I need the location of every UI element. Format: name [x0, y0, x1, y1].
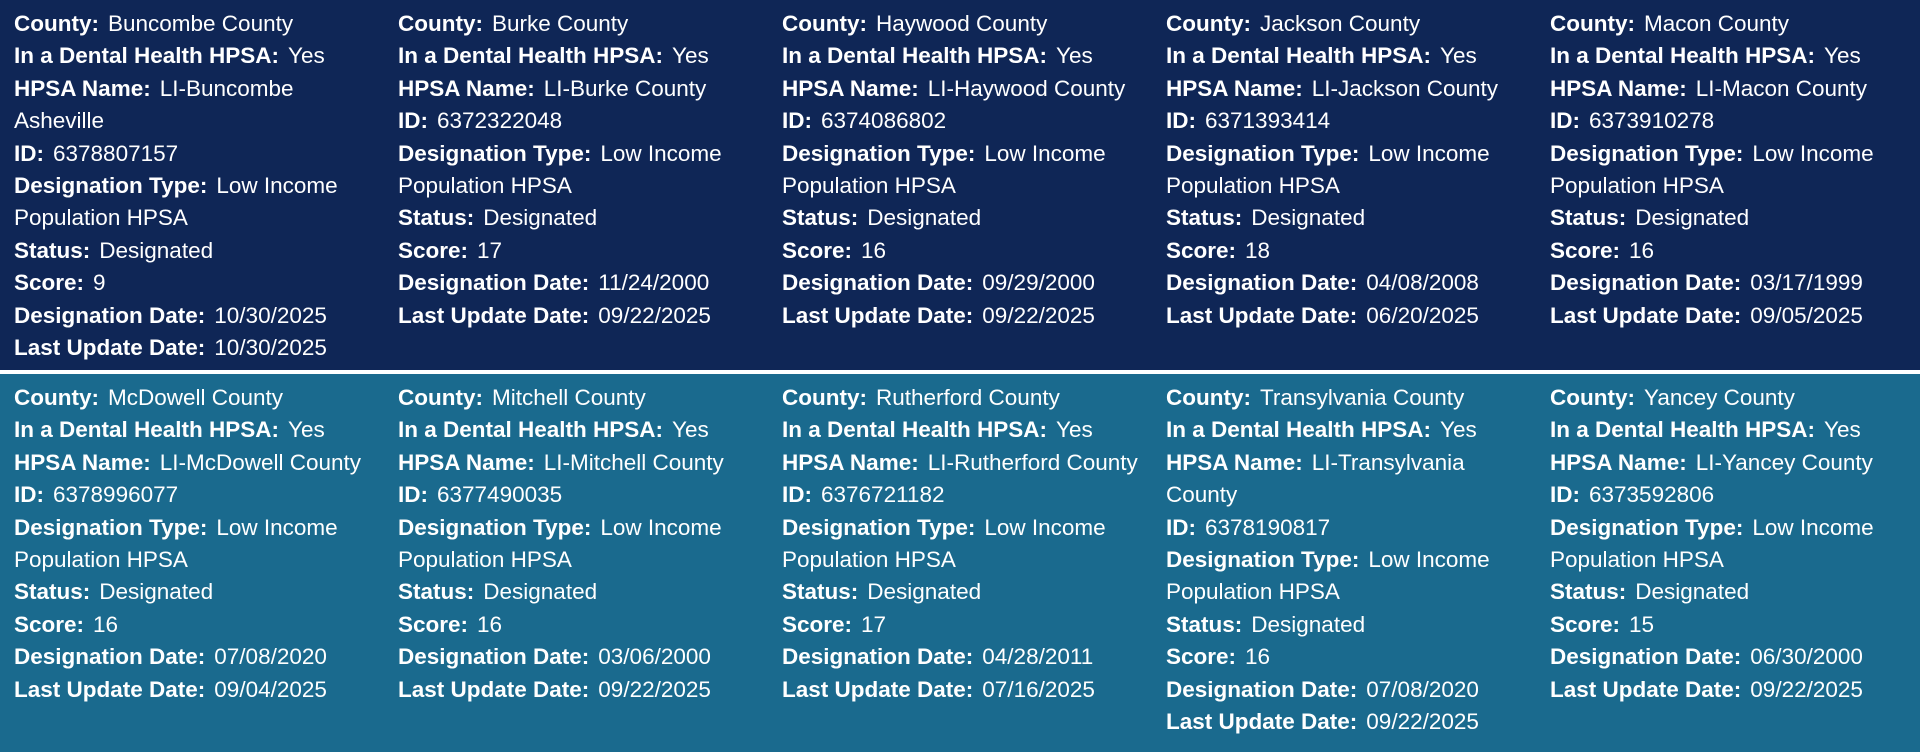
status-row	[398, 202, 758, 234]
dental-hpsa-row	[14, 40, 374, 72]
designation-date-row	[1550, 267, 1910, 299]
status-label: Status:	[1550, 579, 1627, 605]
county-card	[384, 0, 768, 370]
designation-type-label: Designation Type:	[1166, 547, 1360, 573]
dental-hpsa-value: Yes	[1824, 43, 1861, 69]
designation-date-value: 04/28/2011	[982, 644, 1094, 670]
designation-type-label: Designation Type:	[398, 140, 592, 166]
dental-hpsa-value: Yes	[1056, 43, 1093, 69]
status-row	[398, 576, 758, 608]
county-card	[1152, 374, 1536, 752]
hpsa-id-row	[398, 479, 758, 511]
last-update-date-label: Last Update Date:	[398, 302, 590, 328]
last-update-date-value: 09/04/2025	[214, 676, 327, 702]
designation-date-label: Designation Date:	[1166, 676, 1358, 702]
dental-hpsa-label: In a Dental Health HPSA:	[398, 43, 664, 69]
status-value: Designated	[867, 579, 982, 605]
status-row	[1550, 576, 1910, 608]
dental-hpsa-value: Yes	[288, 43, 325, 69]
designation-date-value: 09/29/2000	[982, 270, 1095, 296]
hpsa-name-label: HPSA Name:	[14, 449, 151, 475]
designation-date-value: 04/08/2008	[1366, 270, 1479, 296]
designation-type-value: Low Income Population HPSA	[398, 514, 722, 573]
designation-type-label: Designation Type:	[782, 514, 976, 540]
status-row	[1550, 202, 1910, 234]
hpsa-name-row	[398, 447, 758, 479]
status-value: Designated	[1635, 579, 1750, 605]
county-value: Mitchell County	[491, 385, 646, 410]
county-value: Haywood County	[875, 11, 1048, 36]
status-value: Designated	[1251, 205, 1366, 231]
county-row	[1166, 382, 1526, 414]
hpsa-name-row	[14, 73, 374, 138]
hpsa-name-row	[14, 447, 374, 479]
status-row	[14, 235, 374, 267]
hpsa-id-value: 6378996077	[53, 482, 179, 508]
status-value: Designated	[1251, 611, 1366, 637]
hpsa-id-row	[398, 105, 758, 137]
hpsa-id-value: 6378807157	[53, 140, 179, 166]
county-value: Burke County	[491, 11, 629, 36]
last-update-date-value: 10/30/2025	[214, 335, 327, 361]
score-value: 18	[1245, 237, 1271, 263]
hpsa-name-label: HPSA Name:	[1166, 449, 1303, 475]
score-label: Score:	[782, 237, 853, 263]
dental-hpsa-row	[782, 40, 1142, 72]
status-label: Status:	[1550, 205, 1627, 231]
designation-type-label: Designation Type:	[782, 140, 976, 166]
status-value: Designated	[99, 237, 214, 263]
status-label: Status:	[782, 205, 859, 231]
county-row	[398, 8, 758, 40]
designation-date-label: Designation Date:	[14, 644, 206, 670]
status-label: Status:	[1166, 205, 1243, 231]
designation-date-value: 03/06/2000	[598, 644, 711, 670]
hpsa-id-row	[782, 105, 1142, 137]
designation-date-row	[1550, 641, 1910, 673]
score-label: Score:	[1166, 644, 1237, 670]
dental-hpsa-value: Yes	[1440, 417, 1477, 443]
hpsa-name-value: LI-Haywood County	[927, 75, 1126, 101]
designation-date-label: Designation Date:	[1166, 270, 1358, 296]
hpsa-name-value: LI-Mitchell County	[543, 449, 724, 475]
hpsa-name-row	[1550, 73, 1910, 105]
designation-date-row	[782, 641, 1142, 673]
designation-type-row	[398, 138, 758, 203]
hpsa-name-value: LI-McDowell County	[159, 449, 362, 475]
designation-date-label: Designation Date:	[398, 644, 590, 670]
county-card	[1152, 0, 1536, 370]
county-card	[768, 374, 1152, 752]
county-label: County:	[782, 385, 867, 410]
status-value: Designated	[867, 205, 982, 231]
designation-date-label: Designation Date:	[14, 302, 206, 328]
status-row	[782, 202, 1142, 234]
dental-hpsa-label: In a Dental Health HPSA:	[782, 43, 1048, 69]
county-row	[782, 8, 1142, 40]
last-update-date-value: 09/22/2025	[982, 302, 1095, 328]
county-row	[1550, 8, 1910, 40]
score-label: Score:	[1550, 237, 1621, 263]
hpsa-id-value: 6371393414	[1205, 108, 1331, 134]
status-row	[782, 576, 1142, 608]
score-value: 16	[93, 611, 119, 637]
designation-type-row	[14, 512, 374, 577]
score-label: Score:	[398, 611, 469, 637]
score-row	[14, 267, 374, 299]
designation-date-row	[14, 300, 374, 332]
designation-date-value: 07/08/2020	[214, 644, 327, 670]
county-label: County:	[1550, 385, 1635, 410]
county-row	[398, 382, 758, 414]
dental-hpsa-row	[14, 414, 374, 446]
hpsa-id-row	[1550, 105, 1910, 137]
designation-type-value: Low Income Population HPSA	[1550, 140, 1874, 199]
score-label: Score:	[1550, 611, 1621, 637]
hpsa-id-row	[1166, 105, 1526, 137]
last-update-date-label: Last Update Date:	[14, 676, 206, 702]
last-update-date-label: Last Update Date:	[1550, 676, 1742, 702]
county-row	[1550, 382, 1910, 414]
hpsa-name-row	[782, 447, 1142, 479]
county-label: County:	[1550, 11, 1635, 36]
dental-hpsa-value: Yes	[288, 417, 325, 443]
county-label: County:	[14, 385, 99, 410]
dental-hpsa-label: In a Dental Health HPSA:	[1166, 43, 1432, 69]
hpsa-name-label: HPSA Name:	[1166, 75, 1303, 101]
county-label: County:	[1166, 11, 1251, 36]
score-value: 16	[477, 611, 503, 637]
last-update-date-label: Last Update Date:	[782, 676, 974, 702]
hpsa-name-row	[1166, 73, 1526, 105]
county-card	[1536, 0, 1920, 370]
last-update-date-row	[1166, 706, 1526, 738]
score-row	[1550, 235, 1910, 267]
last-update-date-label: Last Update Date:	[1166, 302, 1358, 328]
hpsa-id-row	[1166, 512, 1526, 544]
score-row	[398, 609, 758, 641]
status-label: Status:	[1166, 611, 1243, 637]
score-row	[14, 609, 374, 641]
designation-type-value: Low Income Population HPSA	[14, 514, 338, 573]
designation-type-row	[1166, 544, 1526, 609]
hpsa-id-value: 6377490035	[437, 482, 563, 508]
hpsa-id-label: ID:	[1166, 514, 1196, 540]
designation-type-label: Designation Type:	[1166, 140, 1360, 166]
hpsa-name-value: LI-Rutherford County	[927, 449, 1138, 475]
hpsa-id-row	[782, 479, 1142, 511]
dental-hpsa-row	[398, 414, 758, 446]
county-row	[782, 382, 1142, 414]
hpsa-id-value: 6374086802	[821, 108, 947, 134]
score-value: 15	[1629, 611, 1655, 637]
status-label: Status:	[782, 579, 859, 605]
designation-type-value: Low Income Population HPSA	[14, 173, 338, 231]
last-update-date-label: Last Update Date:	[1550, 302, 1742, 328]
status-row	[14, 576, 374, 608]
hpsa-id-label: ID:	[782, 108, 812, 134]
score-value: 16	[861, 237, 887, 263]
score-row	[1166, 235, 1526, 267]
dental-hpsa-value: Yes	[1440, 43, 1477, 69]
county-value: Macon County	[1643, 11, 1790, 36]
status-value: Designated	[483, 205, 598, 231]
hpsa-id-label: ID:	[1550, 482, 1580, 508]
designation-type-row	[1550, 138, 1910, 203]
dental-hpsa-label: In a Dental Health HPSA:	[398, 417, 664, 443]
hpsa-name-label: HPSA Name:	[398, 449, 535, 475]
status-value: Designated	[1635, 205, 1750, 231]
status-label: Status:	[398, 205, 475, 231]
designation-date-label: Designation Date:	[1550, 270, 1742, 296]
designation-type-value: Low Income Population HPSA	[782, 514, 1106, 573]
hpsa-name-label: HPSA Name:	[398, 75, 535, 101]
top-row	[0, 0, 1920, 370]
score-value: 16	[1245, 644, 1271, 670]
status-label: Status:	[14, 237, 91, 263]
designation-type-value: Low Income Population HPSA	[1550, 514, 1874, 573]
hpsa-name-label: HPSA Name:	[14, 75, 151, 101]
designation-date-value: 06/30/2000	[1750, 644, 1863, 670]
hpsa-name-value: LI-Burke County	[543, 75, 707, 101]
last-update-date-value: 09/05/2025	[1750, 302, 1863, 328]
county-label: County:	[14, 11, 99, 36]
hpsa-id-row	[14, 479, 374, 511]
designation-date-value: 10/30/2025	[214, 302, 327, 328]
status-value: Designated	[483, 579, 598, 605]
dental-hpsa-row	[1550, 414, 1910, 446]
dental-hpsa-label: In a Dental Health HPSA:	[782, 417, 1048, 443]
hpsa-name-row	[398, 73, 758, 105]
last-update-date-row	[1166, 300, 1526, 332]
dental-hpsa-value: Yes	[1056, 417, 1093, 443]
dental-hpsa-value: Yes	[672, 43, 709, 69]
dental-hpsa-label: In a Dental Health HPSA:	[14, 417, 280, 443]
designation-type-row	[1166, 138, 1526, 203]
last-update-date-value: 09/22/2025	[1750, 676, 1863, 702]
last-update-date-row	[782, 300, 1142, 332]
designation-date-row	[14, 641, 374, 673]
last-update-date-row	[1550, 300, 1910, 332]
score-row	[1550, 609, 1910, 641]
county-value: Buncombe County	[107, 11, 294, 36]
county-card	[0, 374, 384, 752]
dental-hpsa-label: In a Dental Health HPSA:	[1550, 417, 1816, 443]
score-value: 17	[861, 611, 887, 637]
designation-date-label: Designation Date:	[398, 270, 590, 296]
hpsa-name-label: HPSA Name:	[1550, 449, 1687, 475]
designation-date-row	[1166, 674, 1526, 706]
hpsa-id-row	[14, 138, 374, 170]
designation-type-value: Low Income Population HPSA	[782, 140, 1106, 199]
designation-type-label: Designation Type:	[398, 514, 592, 540]
county-card	[0, 0, 384, 370]
designation-type-label: Designation Type:	[14, 173, 208, 199]
score-row	[782, 609, 1142, 641]
last-update-date-value: 09/22/2025	[1366, 709, 1479, 735]
last-update-date-row	[398, 674, 758, 706]
dental-hpsa-row	[1166, 414, 1526, 446]
designation-type-value: Low Income Population HPSA	[1166, 547, 1490, 605]
county-label: County:	[1166, 385, 1251, 410]
designation-type-value: Low Income Population HPSA	[1166, 140, 1490, 199]
dental-hpsa-row	[1550, 40, 1910, 72]
designation-type-value: Low Income Population HPSA	[398, 140, 722, 199]
designation-date-value: 07/08/2020	[1366, 676, 1479, 702]
hpsa-name-value: LI-Buncombe Asheville	[14, 75, 294, 134]
county-card	[384, 374, 768, 752]
county-label: County:	[398, 11, 483, 36]
county-label: County:	[782, 11, 867, 36]
hpsa-name-value: LI-Macon County	[1695, 75, 1868, 101]
dental-hpsa-label: In a Dental Health HPSA:	[14, 43, 280, 69]
hpsa-name-label: HPSA Name:	[782, 75, 919, 101]
designation-date-row	[1166, 267, 1526, 299]
hpsa-id-value: 6376721182	[821, 482, 945, 508]
score-label: Score:	[398, 237, 469, 263]
dental-hpsa-label: In a Dental Health HPSA:	[1550, 43, 1816, 69]
designation-date-row	[398, 267, 758, 299]
hpsa-name-value: LI-Transylvania County	[1166, 449, 1465, 508]
status-row	[1166, 609, 1526, 641]
hpsa-id-value: 6373592806	[1589, 482, 1715, 508]
last-update-date-label: Last Update Date:	[398, 676, 590, 702]
designation-type-label: Designation Type:	[1550, 140, 1744, 166]
score-label: Score:	[782, 611, 853, 637]
hpsa-id-value: 6378190817	[1205, 514, 1331, 540]
score-row	[398, 235, 758, 267]
designation-date-row	[398, 641, 758, 673]
county-card	[1536, 374, 1920, 752]
county-row	[14, 8, 374, 40]
dental-hpsa-label: In a Dental Health HPSA:	[1166, 417, 1432, 443]
dental-hpsa-row	[398, 40, 758, 72]
hpsa-name-value: LI-Jackson County	[1311, 75, 1499, 101]
county-row	[14, 382, 374, 414]
designation-date-value: 03/17/1999	[1750, 270, 1863, 296]
score-label: Score:	[1166, 237, 1237, 263]
last-update-date-row	[1550, 674, 1910, 706]
last-update-date-row	[14, 674, 374, 706]
dental-hpsa-value: Yes	[672, 417, 709, 443]
hpsa-name-label: HPSA Name:	[1550, 75, 1687, 101]
score-label: Score:	[14, 270, 85, 296]
last-update-date-row	[782, 674, 1142, 706]
status-value: Designated	[99, 579, 214, 605]
designation-type-row	[782, 512, 1142, 577]
hpsa-id-label: ID:	[1550, 108, 1580, 134]
score-value: 9	[93, 270, 106, 296]
hpsa-name-row	[1166, 447, 1526, 512]
status-label: Status:	[398, 579, 475, 605]
score-row	[782, 235, 1142, 267]
last-update-date-label: Last Update Date:	[1166, 709, 1358, 735]
county-value: Yancey County	[1643, 385, 1795, 410]
county-label: County:	[398, 385, 483, 410]
designation-date-label: Designation Date:	[1550, 644, 1742, 670]
score-row	[1166, 641, 1526, 673]
designation-date-label: Designation Date:	[782, 270, 974, 296]
last-update-date-value: 06/20/2025	[1366, 302, 1479, 328]
last-update-date-row	[14, 332, 374, 364]
score-label: Score:	[14, 611, 85, 637]
hpsa-id-label: ID:	[1166, 108, 1196, 134]
designation-type-label: Designation Type:	[14, 514, 208, 540]
hpsa-id-row	[1550, 479, 1910, 511]
designation-type-row	[398, 512, 758, 577]
last-update-date-label: Last Update Date:	[14, 335, 206, 361]
designation-type-row	[14, 170, 374, 235]
hpsa-name-row	[1550, 447, 1910, 479]
designation-date-label: Designation Date:	[782, 644, 974, 670]
hpsa-name-row	[782, 73, 1142, 105]
hpsa-id-label: ID:	[398, 108, 428, 134]
hpsa-id-label: ID:	[14, 140, 44, 166]
hpsa-id-label: ID:	[398, 482, 428, 508]
designation-type-row	[1550, 512, 1910, 577]
county-value: McDowell County	[107, 385, 284, 410]
hpsa-name-label: HPSA Name:	[782, 449, 919, 475]
designation-date-row	[782, 267, 1142, 299]
dental-hpsa-value: Yes	[1824, 417, 1861, 443]
score-value: 16	[1629, 237, 1655, 263]
status-label: Status:	[14, 579, 91, 605]
status-row	[1166, 202, 1526, 234]
hpsa-name-value: LI-Yancey County	[1695, 449, 1873, 475]
county-row	[1166, 8, 1526, 40]
score-value: 17	[477, 237, 503, 263]
county-value: Jackson County	[1259, 11, 1421, 36]
last-update-date-value: 07/16/2025	[982, 676, 1095, 702]
bottom-row	[0, 374, 1920, 752]
designation-type-row	[782, 138, 1142, 203]
designation-date-value: 11/24/2000	[598, 270, 710, 296]
county-value: Transylvania County	[1259, 385, 1465, 410]
hpsa-id-value: 6372322048	[437, 108, 563, 134]
hpsa-id-label: ID:	[782, 482, 812, 508]
last-update-date-value: 09/22/2025	[598, 676, 711, 702]
dental-hpsa-row	[1166, 40, 1526, 72]
hpsa-id-value: 6373910278	[1589, 108, 1715, 134]
hpsa-id-label: ID:	[14, 482, 44, 508]
county-card	[768, 0, 1152, 370]
county-value: Rutherford County	[875, 385, 1060, 410]
dental-hpsa-row	[782, 414, 1142, 446]
last-update-date-row	[398, 300, 758, 332]
designation-type-label: Designation Type:	[1550, 514, 1744, 540]
last-update-date-label: Last Update Date:	[782, 302, 974, 328]
last-update-date-value: 09/22/2025	[598, 302, 711, 328]
